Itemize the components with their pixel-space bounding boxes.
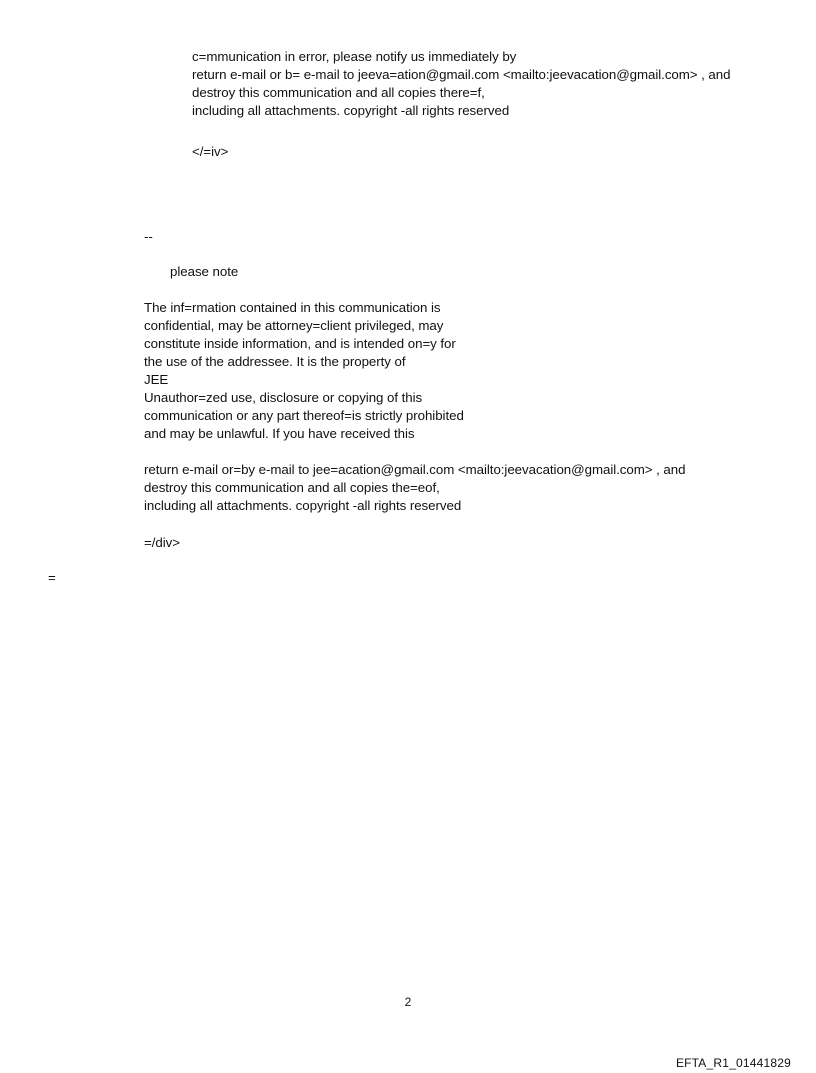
stray-equals-mark: =: [48, 570, 56, 585]
lower-line-11: including all attachments. copyright -all rights reserved: [144, 498, 462, 513]
upper-closing-tag: </=iv>: [192, 144, 229, 159]
lower-line-3: constitute inside information, and is intended on=y for: [144, 336, 456, 351]
lower-line-7: communication or any part thereof=is strictly prohibited: [144, 408, 464, 423]
upper-line-3: destroy this communication and all copies there=f,: [192, 85, 485, 100]
lower-line-4: the use of the addressee. It is the property of: [144, 354, 406, 369]
upper-line-1: c=mmunication in error, please notify us immediately by: [192, 49, 517, 64]
bates-number: EFTA_R1_01441829: [675, 1056, 791, 1070]
lower-line-10: destroy this communication and all copies the=eof,: [144, 480, 440, 495]
lower-line-9: return e-mail or=by e-mail to jee=acation@gmail.com <mailto:jeevacation@gmail.com> , and: [144, 462, 686, 477]
upper-line-2: return e-mail or b= e-mail to jeeva=ation@gmail.com <mailto:jeevacation@gmail.com> , and: [192, 67, 731, 82]
lower-line-8: and may be unlawful. If you have received this: [144, 426, 415, 441]
lower-line-6: Unauthor=zed use, disclosure or copying of this: [144, 390, 423, 405]
page-number: 2: [404, 995, 412, 1009]
lower-line-5: JEE: [144, 372, 169, 387]
note-heading: please note: [170, 264, 239, 279]
lower-line-2: confidential, may be attorney=client privileged, may: [144, 318, 444, 333]
lower-closing-tag: =/div>: [144, 535, 180, 550]
lower-line-1: The inf=rmation contained in this communication is: [144, 300, 441, 315]
signature-separator: --: [144, 229, 153, 244]
upper-line-4: including all attachments. copyright -all rights reserved: [192, 103, 510, 118]
